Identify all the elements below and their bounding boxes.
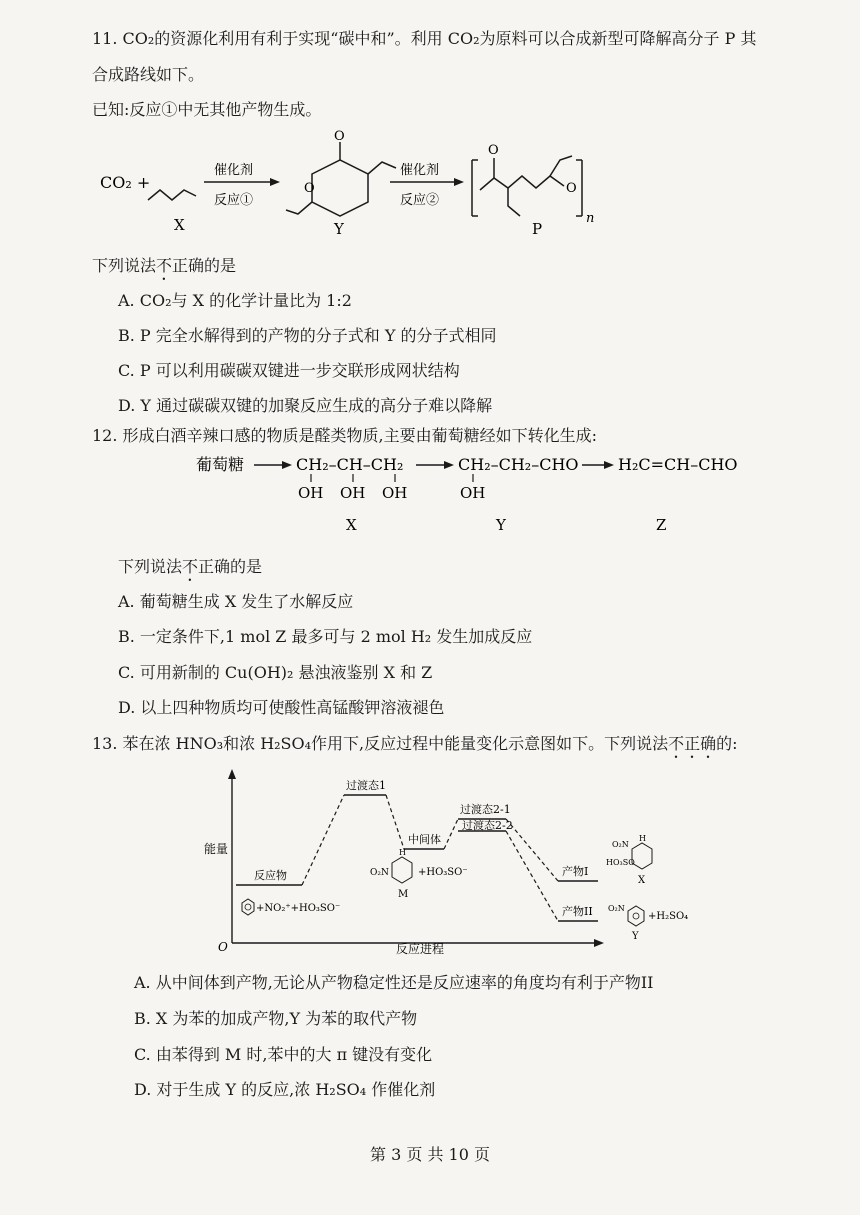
q13-label-product2: 产物II (562, 905, 593, 918)
q13-benzene-icon (242, 899, 254, 915)
q12-y-chain: CH₂–CH₂–CHO (458, 455, 579, 474)
q11-label-y: Y (334, 220, 344, 238)
q13-label-intermediate: 中间体 (408, 833, 441, 846)
q13-x-ring (632, 843, 652, 869)
q13-label-x: X (638, 875, 646, 886)
q13-label-product1: 产物I (562, 865, 589, 878)
q13-x-h: H (639, 834, 646, 843)
q12-y-oh: OH (460, 484, 486, 502)
q12-stem: 12. 形成白酒辛辣口感的物质是醛类物质,主要由葡萄糖经如下转化生成: (92, 426, 598, 445)
q13-origin: O (218, 940, 228, 954)
q11-option-b: B. P 完全水解得到的产物的分子式和 Y 的分子式相同 (118, 326, 497, 345)
q13-label-ts1: 过渡态1 (346, 779, 386, 792)
q12-x-oh1: OH (298, 484, 324, 502)
q13-option-b: B. X 为苯的加成产物,Y 为苯的取代产物 (134, 1009, 418, 1028)
q12-glucose: 葡萄糖 (196, 455, 245, 474)
q13-label-ts21: 过渡态2-1 (460, 803, 511, 816)
q11-option-c: C. P 可以利用碳碳双键进一步交联形成网状结构 (118, 361, 460, 380)
q11-polymer-backbone (480, 176, 564, 190)
q12-x-oh2: OH (340, 484, 366, 502)
q13-m-ring (392, 857, 412, 883)
q13-energy-diagram (196, 765, 706, 955)
q11-catalyst-1: 催化剂 (214, 163, 254, 178)
q12-option-d: D. 以上四种物质均可使酸性高锰酸钾溶液褪色 (118, 698, 445, 717)
q11-carbonyl-o: O (334, 130, 345, 144)
q13-x-so3: HO₃SO (606, 858, 635, 867)
q13-product2-formula: +H₂SO₄ (648, 911, 689, 922)
q11-arrow-2 (454, 178, 464, 186)
q13-option-a: A. 从中间体到产物,无论从产物稳定性还是反应速率的角度均有利于产物II (134, 973, 654, 992)
q11-known-condition: 已知:反应①中无其他产物生成。 (92, 100, 322, 119)
q12-x-chain: CH₂–CH–CH₂ (296, 455, 404, 474)
q13-y-no2: O₂N (608, 904, 625, 913)
q11-option-d: D. Y 通过碳碳双键的加聚反应生成的高分子难以降解 (118, 396, 493, 415)
q13-y-label: 能量 (204, 842, 229, 856)
q13-stem: 13. 苯在浓 HNO₃和浓 H₂SO₄作用下,反应过程中能量变化示意图如下。下列说法不正确的: (92, 734, 738, 753)
q11-polymer-carbonyl-o: O (488, 143, 499, 158)
q11-polymer-ring-o: O (566, 181, 577, 196)
q11-stem-line2: 合成路线如下。 (92, 65, 205, 84)
q13-m-no2: O₂N (370, 868, 389, 878)
q12-option-b: B. 一定条件下,1 mol Z 最多可与 2 mol H₂ 发生加成反应 (118, 627, 533, 646)
q11-lactone-ring (312, 160, 368, 216)
q11-prompt: 下列说法不正确的是 (92, 256, 237, 275)
q13-x-no2: O₂N (612, 840, 629, 849)
q11-option-a: A. CO₂与 X 的化学计量比为 1:2 (118, 291, 352, 310)
q12-option-c: C. 可用新制的 Cu(OH)₂ 悬浊液鉴别 X 和 Z (118, 663, 433, 682)
q12-label-y: Y (496, 516, 506, 534)
q13-reactant-formula: +NO₂⁺+HO₃SO⁻ (256, 903, 341, 914)
q13-label-reactant: 反应物 (254, 869, 287, 882)
page-footer: 第 3 页 共 10 页 (370, 1145, 490, 1164)
q11-butadiene-structure (148, 190, 196, 200)
q12-x-oh3: OH (382, 484, 408, 502)
q13-label-m: M (398, 889, 409, 900)
q12-z-chain: H₂C=CH–CHO (618, 455, 738, 474)
q11-reaction-1: 反应① (214, 193, 254, 208)
q12-label-z: Z (656, 516, 667, 534)
q12-arrow-3 (604, 461, 614, 469)
q13-label-y: Y (632, 931, 639, 942)
q11-catalyst-2: 催化剂 (400, 163, 440, 178)
q12-label-x: X (346, 516, 357, 534)
q13-option-c: C. 由苯得到 M 时,苯中的大 π 键没有变化 (134, 1045, 433, 1064)
q11-co2-plus: CO₂ + (100, 173, 151, 192)
q11-reaction-scheme (90, 130, 770, 242)
q13-intermediate-formula: +HO₃SO⁻ (418, 867, 468, 878)
q11-reaction-2: 反应② (400, 193, 440, 208)
q13-y-ring (628, 906, 644, 926)
q12-arrow-1 (282, 461, 292, 469)
q11-arrow-1 (270, 178, 280, 186)
q12-option-a: A. 葡萄糖生成 X 发生了水解反应 (118, 592, 354, 611)
q12-reaction-scheme (190, 448, 770, 540)
q11-stem-line1: 11. CO₂的资源化利用有利于实现“碳中和”。利用 CO₂为原料可以合成新型可降解高分子 P 其 (92, 29, 757, 48)
q13-label-ts22: 过渡态2-2 (462, 819, 513, 832)
q12-arrow-2 (444, 461, 454, 469)
q11-label-x: X (174, 216, 185, 234)
q13-x-label: 反应进程 (396, 942, 445, 955)
q13-m-h: H (399, 848, 406, 857)
q11-repeat-n: n (586, 211, 595, 226)
q11-label-p: P (532, 220, 543, 238)
q13-option-d: D. 对于生成 Y 的反应,浓 H₂SO₄ 作催化剂 (134, 1080, 436, 1099)
q12-prompt: 下列说法不正确的是 (118, 557, 263, 576)
q11-ring-o: O (304, 181, 315, 196)
